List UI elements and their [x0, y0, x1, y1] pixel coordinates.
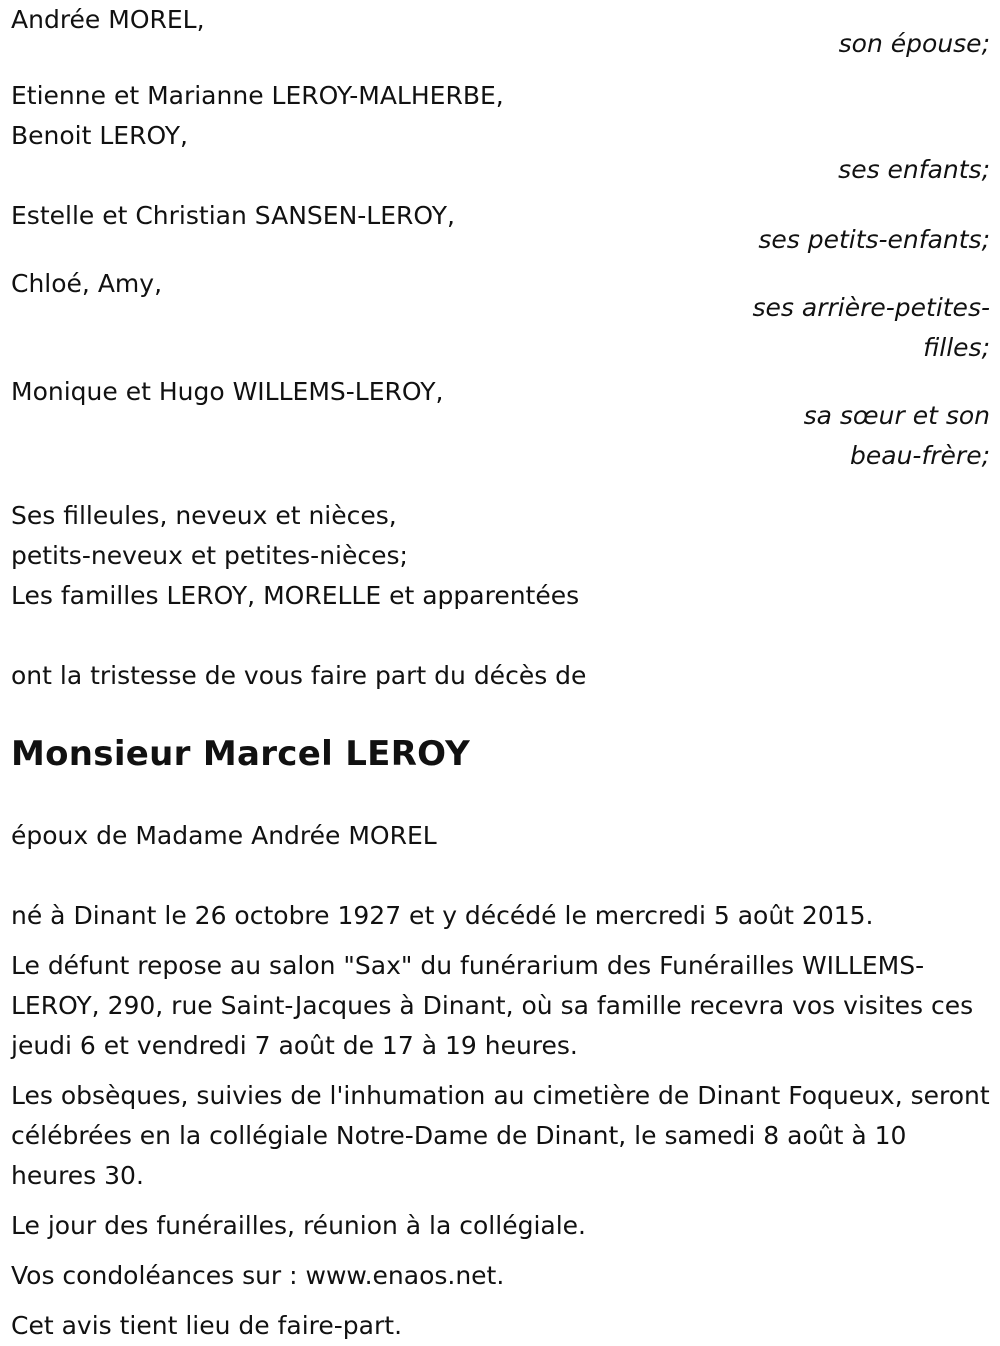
- relationship-label: ses enfants;: [838, 155, 990, 184]
- extended-family: [11, 496, 990, 616]
- gathering-paragraph: Le jour des funérailles, réunion à la collégiale.: [11, 1211, 586, 1240]
- obituary-notice: [11, 0, 990, 1346]
- relationship-label: ses arrière-petites-: [752, 293, 990, 322]
- family-name-line: Andrée MOREL,: [11, 5, 205, 34]
- repose-paragraph: Le défunt repose au salon "Sax" du funérarium des Funérailles WILLEMS-LEROY, 290, rue Saint-Jacques à Dinant, où sa famille recevra vos visites ces jeudi 6 et vendredi 7 août de 17 à 19 heures.: [11, 951, 974, 1060]
- family-name-line: Benoit LEROY,: [11, 121, 188, 150]
- family-name-line: Monique et Hugo WILLEMS-LEROY,: [11, 377, 444, 406]
- relationship-label: ses petits-enfants;: [758, 225, 990, 254]
- relationship-label: son épouse;: [838, 29, 990, 58]
- deceased-name: Monsieur Marcel LEROY: [11, 734, 471, 774]
- family-group-great-grandchildren: [11, 264, 990, 368]
- extended-family-line: Les familles LEROY, MORELLE et apparentées: [11, 581, 580, 610]
- relationship-label: sa sœur et son: [803, 401, 990, 430]
- birth-death-paragraph: né à Dinant le 26 octobre 1927 et y décédé le mercredi 5 août 2015.: [11, 901, 874, 930]
- family-group-grandchildren: [11, 196, 990, 260]
- family-name-line: Estelle et Christian SANSEN-LEROY,: [11, 201, 455, 230]
- condolences-paragraph: Vos condoléances sur : www.enaos.net.: [11, 1261, 505, 1290]
- extended-family-line: petits-neveux et petites-nièces;: [11, 541, 408, 570]
- family-name-line: Chloé, Amy,: [11, 269, 163, 298]
- family-group-spouse: [11, 0, 990, 64]
- family-name-line: Etienne et Marianne LEROY-MALHERBE,: [11, 81, 504, 110]
- spouse-line: époux de Madame Andrée MOREL: [11, 821, 437, 850]
- funeral-paragraph: Les obsèques, suivies de l'inhumation au cimetière de Dinant Foqueux, seront célébrées en la collégiale Notre-Dame de Dinant, le samedi 8 août à 10 heures 30.: [11, 1081, 990, 1190]
- extended-family-line: Ses filleules, neveux et nièces,: [11, 501, 397, 530]
- relationship-label: beau-frère;: [850, 441, 990, 470]
- announcement-text: ont la tristesse de vous faire part du décès de: [11, 661, 587, 690]
- family-group-children: [11, 76, 990, 190]
- relationship-label: filles;: [923, 333, 990, 362]
- notice-paragraph: Cet avis tient lieu de faire-part.: [11, 1311, 403, 1340]
- family-group-siblings: [11, 372, 990, 476]
